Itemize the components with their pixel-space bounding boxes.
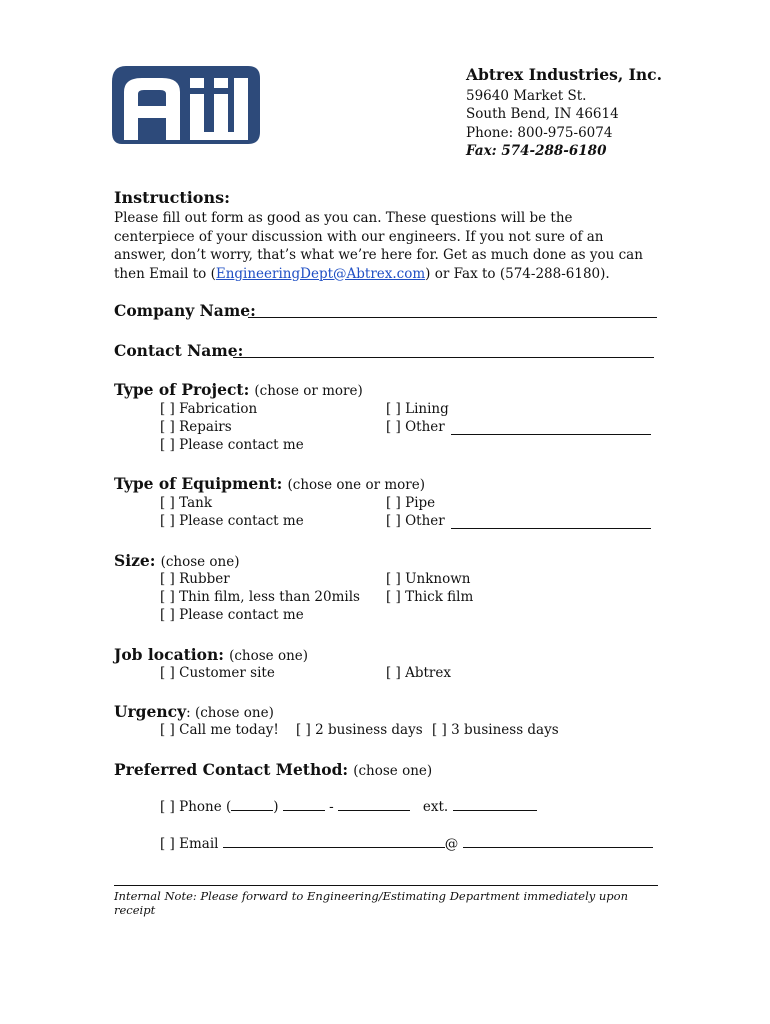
option-project-other[interactable]: [ ] Other — [386, 419, 445, 435]
engineering-email-link[interactable]: EngineeringDept@Abtrex.com — [215, 265, 426, 282]
contact-name-row — [114, 341, 243, 360]
project-other-field[interactable] — [451, 421, 651, 435]
option-pipe[interactable]: [ ] Pipe — [386, 495, 436, 511]
size-label: Size: — [114, 551, 156, 570]
equipment-other-field[interactable] — [451, 515, 651, 529]
option-call-today[interactable]: [ ] Call me today! — [160, 722, 279, 738]
internal-note: Internal Note: Please forward to Engineering/Estimating Department immediately upon receipt — [114, 885, 658, 917]
instructions-text-1: Please fill out form as good as you can. These questions will be the centerpiece of your discussion with our engineers. If you not sure of an answer, don’t worry, that’s what we’re here for. Get as much done as you can then Email to ( — [114, 210, 643, 282]
option-phone[interactable]: [ ] Phone ( — [160, 799, 232, 815]
equipment-heading — [114, 474, 425, 493]
company-fax: Fax: 574-288-6180 — [466, 143, 607, 159]
option-repairs[interactable]: [ ] Repairs — [160, 419, 232, 435]
company-city: South Bend, IN 46614 — [466, 106, 619, 122]
option-2-days[interactable]: [ ] 2 business days — [296, 722, 423, 738]
option-abtrex[interactable]: [ ] Abtrex — [386, 665, 451, 681]
company-info — [466, 66, 662, 161]
option-thin-film[interactable]: [ ] Thin film, less than 20mils — [160, 589, 360, 605]
phone-dash: - — [329, 799, 334, 815]
phone-row — [160, 797, 537, 817]
phone-paren-close: ) — [273, 799, 279, 815]
project-label: Type of Project: — [114, 380, 250, 399]
option-lining[interactable]: [ ] Lining — [386, 401, 449, 417]
ext-label: ext. — [422, 799, 449, 815]
urgency-hint: : (chose one) — [186, 705, 274, 721]
urgency-heading — [114, 702, 274, 721]
location-hint: (chose one) — [229, 648, 309, 664]
project-heading — [114, 380, 363, 399]
company-name-label: Company Name: — [114, 301, 256, 320]
instructions-text-2: ) or Fax to (574-288-6180). — [425, 265, 610, 282]
option-customer-site[interactable]: [ ] Customer site — [160, 665, 275, 681]
option-email[interactable]: [ ] Email — [160, 836, 219, 852]
option-fabrication[interactable]: [ ] Fabrication — [160, 401, 258, 417]
contact-method-label: Preferred Contact Method: — [114, 760, 349, 779]
option-tank[interactable]: [ ] Tank — [160, 495, 212, 511]
location-heading — [114, 645, 308, 664]
option-equipment-contact[interactable]: [ ] Please contact me — [160, 513, 304, 529]
email-user-field[interactable] — [223, 834, 445, 848]
contact-name-field[interactable] — [233, 344, 654, 358]
company-phone: Phone: 800-975-6074 — [466, 124, 613, 141]
option-thick-film[interactable]: [ ] Thick film — [386, 589, 474, 605]
option-unknown[interactable]: [ ] Unknown — [386, 571, 471, 587]
option-rubber[interactable]: [ ] Rubber — [160, 571, 230, 587]
contact-method-hint: (chose one) — [353, 763, 433, 779]
phone-prefix-field[interactable] — [283, 797, 325, 811]
area-code-field[interactable] — [231, 797, 273, 811]
option-size-contact[interactable]: [ ] Please contact me — [160, 607, 304, 623]
equipment-hint: (chose one or more) — [287, 477, 425, 493]
location-label: Job location: — [114, 645, 224, 664]
company-name-field[interactable] — [248, 304, 657, 318]
phone-ext-field[interactable] — [453, 797, 537, 811]
instructions-text — [114, 209, 654, 283]
contact-method-heading — [114, 760, 432, 779]
company-street: 59640 Market St. — [466, 87, 587, 104]
company-name-row — [114, 301, 256, 320]
email-at: @ — [444, 836, 459, 852]
abtrex-logo — [110, 62, 260, 148]
project-hint: (chose or more) — [254, 383, 363, 399]
option-project-contact[interactable]: [ ] Please contact me — [160, 437, 304, 453]
phone-number-field[interactable] — [338, 797, 410, 811]
email-row — [160, 834, 653, 854]
company-name: Abtrex Industries, Inc. — [466, 65, 662, 84]
option-3-days[interactable]: [ ] 3 business days — [432, 722, 559, 738]
contact-name-label: Contact Name: — [114, 341, 244, 360]
urgency-label: Urgency — [114, 702, 187, 721]
option-equipment-other[interactable]: [ ] Other — [386, 513, 445, 529]
equipment-label: Type of Equipment: — [114, 474, 283, 493]
instructions-title: Instructions: — [114, 188, 231, 207]
email-domain-field[interactable] — [463, 834, 653, 848]
size-hint: (chose one) — [160, 554, 240, 570]
size-heading — [114, 551, 240, 570]
